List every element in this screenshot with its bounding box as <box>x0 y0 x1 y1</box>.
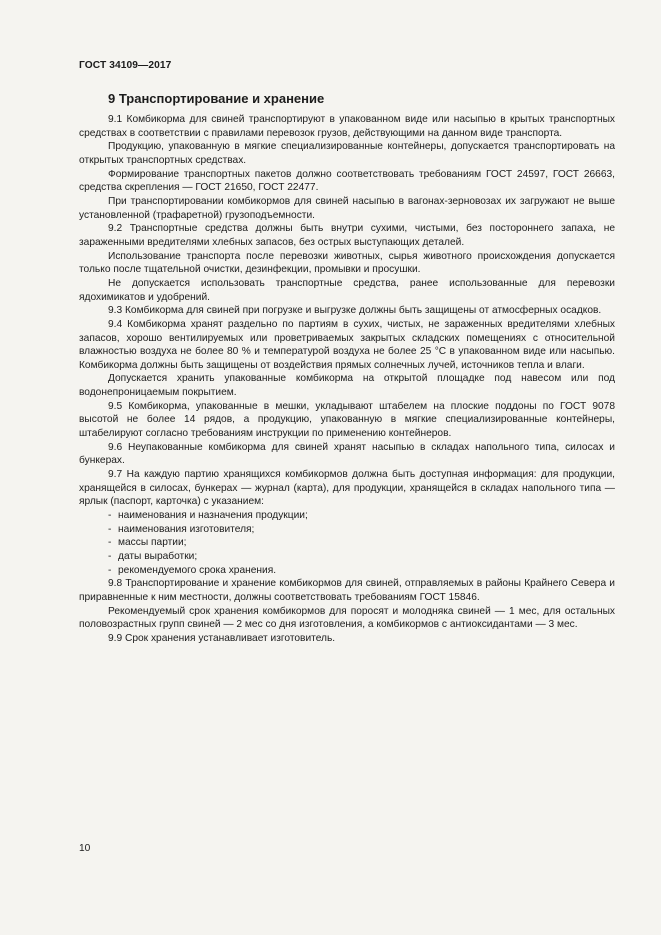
paragraph: Продукцию, упакованную в мягкие специализированные контейнеры, допускается транспортировать на открытых транспортных средствах. <box>79 141 615 166</box>
list-item: - наименования изготовителя; <box>79 523 615 537</box>
paragraph: 9.5 Комбикорма, упакованные в мешки, укладывают штабелем на плоские поддоны по ГОСТ 9078 высотой не более 14 рядов, а продукцию, упакованную в мягкие специализированные контейнеры, штабелируют согласно требованиям инструкции по применению контейнеров. <box>79 400 615 440</box>
paragraph: 9.4 Комбикорма хранят раздельно по партиям в сухих, чистых, не зараженных вредителями хлебных запасов, хорошо вентилируемых или проветриваемых закрытых складских помещениях с относительной влажностью воздуха не более 80 % и температурой воздуха не более 25 °С в упакованном виде или насыпью. Комбикорма должны быть защищены от воздействия прямых солнечных лучей, источников тепла и влаги. <box>79 318 615 371</box>
list-item: - наименования и назначения продукции; <box>79 509 615 523</box>
paragraph: 9.7 На каждую партию хранящихся комбикормов должна быть доступная информация: для продукции, хранящейся в силосах, бункерах — журнал (карта), для продукции, хранящейся в складах напольного типа — ярлык (паспорт, карточка) с указанием: <box>79 469 615 508</box>
paragraph: 9.1 Комбикорма для свиней транспортируют в упакованном виде или насыпью в крытых транспортных средствах в соответствии с правилами перевозок грузов, действующими на данном виде транспорта. <box>79 114 615 139</box>
section-body <box>79 113 615 646</box>
paragraph: Использование транспорта после перевозки животных, сырья животного происхождения допускается только после тщательной очистки, дезинфекции, промывки и просушки. <box>79 250 615 276</box>
label-info-list <box>79 509 615 577</box>
page-number: 10 <box>79 843 91 854</box>
paragraph: 9.2 Транспортные средства должны быть внутри сухими, чистыми, без постороннего запаха, не зараженными вредителями хлебных запасов, без острых выступающих деталей. <box>79 223 615 248</box>
list-item: - массы партии; <box>79 536 615 550</box>
paragraph: Рекомендуемый срок хранения комбикормов для поросят и молодняка свиней — 1 мес, для остальных половозрастных групп свиней — 2 мес со дня изготовления, а комбикормов с антиоксидантами — 3 мес. <box>79 605 615 631</box>
list-item: - даты выработки; <box>79 550 615 564</box>
paragraph: 9.6 Неупакованные комбикорма для свиней хранят насыпью в складах напольного типа, силосах и бункерах. <box>79 441 615 467</box>
paragraph: Допускается хранить упакованные комбикорма на открытой площадке под навесом или под водонепроницаемым покрытием. <box>79 373 615 399</box>
paragraph: 9.9 Срок хранения устанавливает изготовитель. <box>108 632 336 644</box>
section-title: 9 Транспортирование и хранение <box>108 91 325 106</box>
paragraph: 9.3 Комбикорма для свиней при погрузке и выгрузке должны быть защищены от атмосферных осадков. <box>108 305 602 317</box>
list-item: - рекомендуемого срока хранения. <box>79 564 615 578</box>
document-header: ГОСТ 34109—2017 <box>79 60 172 71</box>
paragraph: При транспортировании комбикормов для свиней насыпью в вагонах-зерновозах их загружают не выше установленной (трафаретной) грузоподъемности. <box>79 195 615 221</box>
paragraph: Не допускается использовать транспортные средства, ранее использованные для перевозки ядохимикатов и удобрений. <box>79 277 615 303</box>
paragraph: Формирование транспортных пакетов должно соответствовать требованиям ГОСТ 24597, ГОСТ 26663, средства скрепления — ГОСТ 21650, ГОСТ 22477. <box>79 168 615 194</box>
paragraph: 9.8 Транспортирование и хранение комбикормов для свиней, отправляемых в районы Крайнего Севера и приравненные к ним местности, должны соответствовать требованиям ГОСТ 15846. <box>79 578 615 603</box>
